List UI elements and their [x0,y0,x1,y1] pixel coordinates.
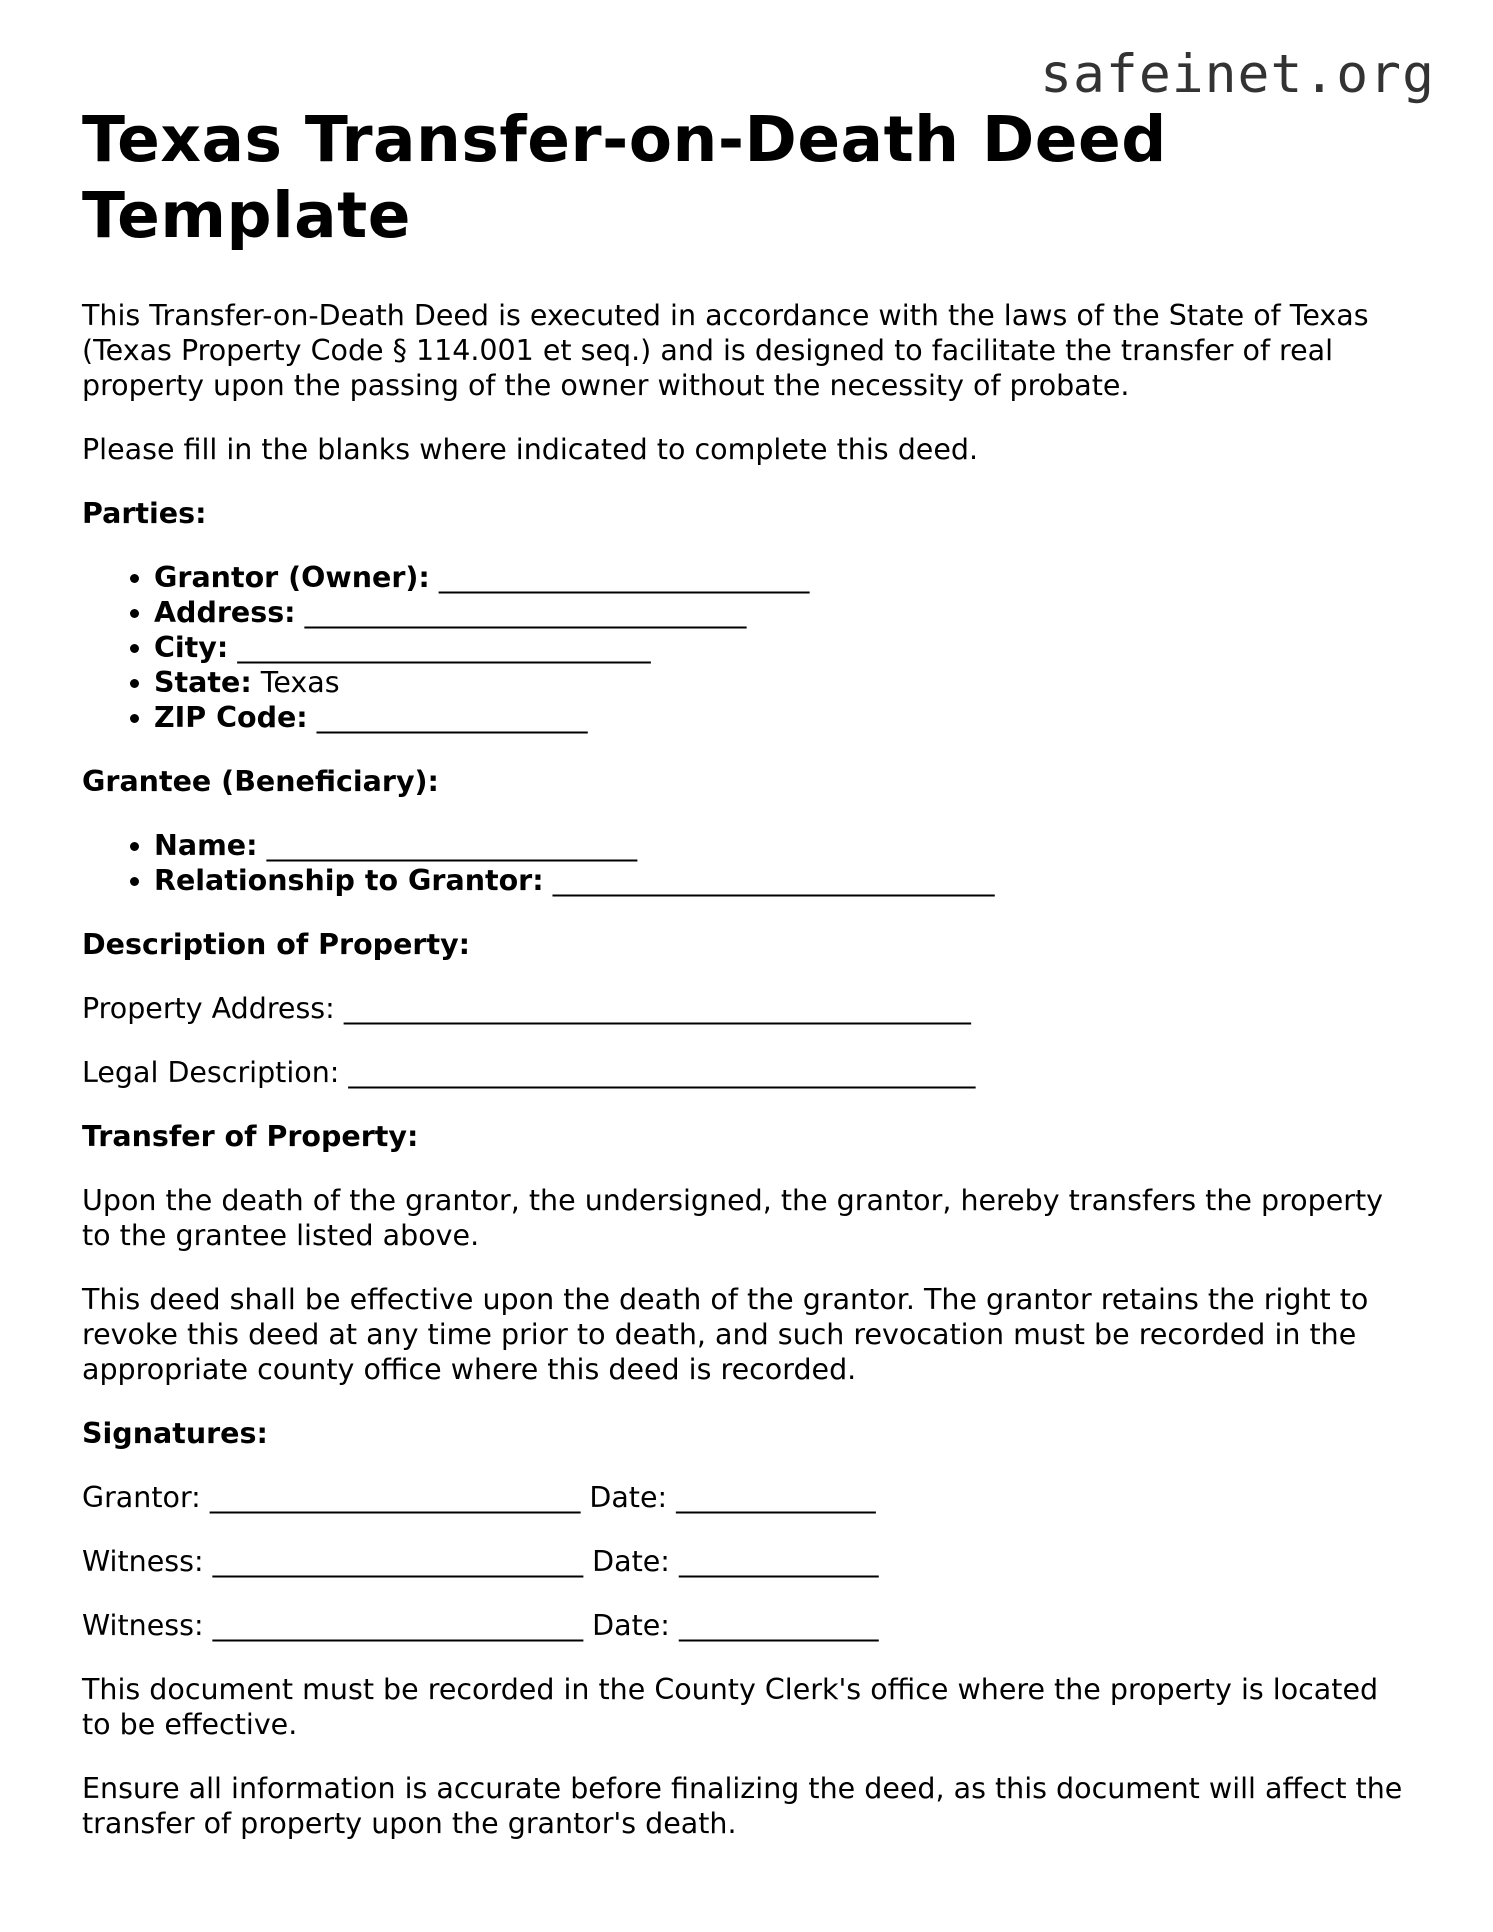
parties-list [82,560,1412,735]
field-blank[interactable]: _______________________________ [295,596,747,629]
witness-signature-row[interactable]: Witness: __________________________ Date: ______________ [82,1545,879,1578]
transfer-heading: Transfer of Property: [82,1120,419,1153]
revocation-paragraph: This deed shall be effective upon the death of the grantor. The grantor retains the right to revoke this deed at any time prior to death, and such revocation must be recorded in the appropriate county office where this deed is recorded. [82,1283,1369,1386]
grantee-list [82,828,1412,898]
grantee-relationship-field[interactable] [154,863,1412,898]
legal-description-field[interactable]: Legal Description: ____________________________________________ [82,1056,976,1089]
grantor-zip-field[interactable] [154,700,1412,735]
grantor-address-field[interactable] [154,595,1412,630]
field-label: State: [154,666,252,699]
grantor-owner-field[interactable] [154,560,1412,595]
field-label: Relationship to Grantor: [154,864,544,897]
field-label: ZIP Code: [154,701,308,734]
field-blank[interactable]: _____________________________ [228,631,651,664]
grantee-heading: Grantee (Beneficiary): [82,765,439,798]
instructions-paragraph: Please fill in the blanks where indicated to complete this deed. [82,433,979,466]
accuracy-note: Ensure all information is accurate before finalizing the deed, as this document will affect the transfer of property upon the grantor's death. [82,1772,1403,1840]
field-label: Grantor (Owner): [154,561,430,594]
field-blank[interactable]: _______________________________ [543,864,995,897]
field-blank[interactable]: __________________________ [429,561,810,594]
grantor-city-field[interactable] [154,630,1412,665]
deed-document [82,102,1412,1870]
field-value: Texas [251,666,340,699]
witness-signature-row[interactable]: Witness: __________________________ Date: ______________ [82,1609,879,1642]
field-label: Address: [154,596,296,629]
grantor-signature-row[interactable]: Grantor: __________________________ Date: ______________ [82,1481,876,1514]
grantee-name-field[interactable] [154,828,1412,863]
page-title: Texas Transfer-on-Death Deed Template [82,103,1167,252]
transfer-paragraph: Upon the death of the grantor, the undersigned, the grantor, hereby transfers the property to the grantee listed above. [82,1184,1383,1252]
property-heading: Description of Property: [82,928,471,961]
signatures-heading: Signatures: [82,1417,268,1450]
property-address-field[interactable]: Property Address: ____________________________________________ [82,992,971,1025]
intro-paragraph: This Transfer-on-Death Deed is executed in accordance with the laws of the State of Texas (Texas Property Code § 114.001 et seq.) and is designed to facilitate the transfer of real property upon the passing of the owner without the necessity of probate. [82,299,1369,402]
field-label: Name: [154,829,258,862]
grantor-state-field [154,665,1412,700]
field-label: City: [154,631,229,664]
field-blank[interactable]: ___________________ [307,701,588,734]
field-blank[interactable]: __________________________ [257,829,638,862]
parties-heading: Parties: [82,497,207,530]
recording-note: This document must be recorded in the County Clerk's office where the property is located to be effective. [82,1673,1379,1741]
site-watermark: safeinet.org [1040,44,1435,105]
